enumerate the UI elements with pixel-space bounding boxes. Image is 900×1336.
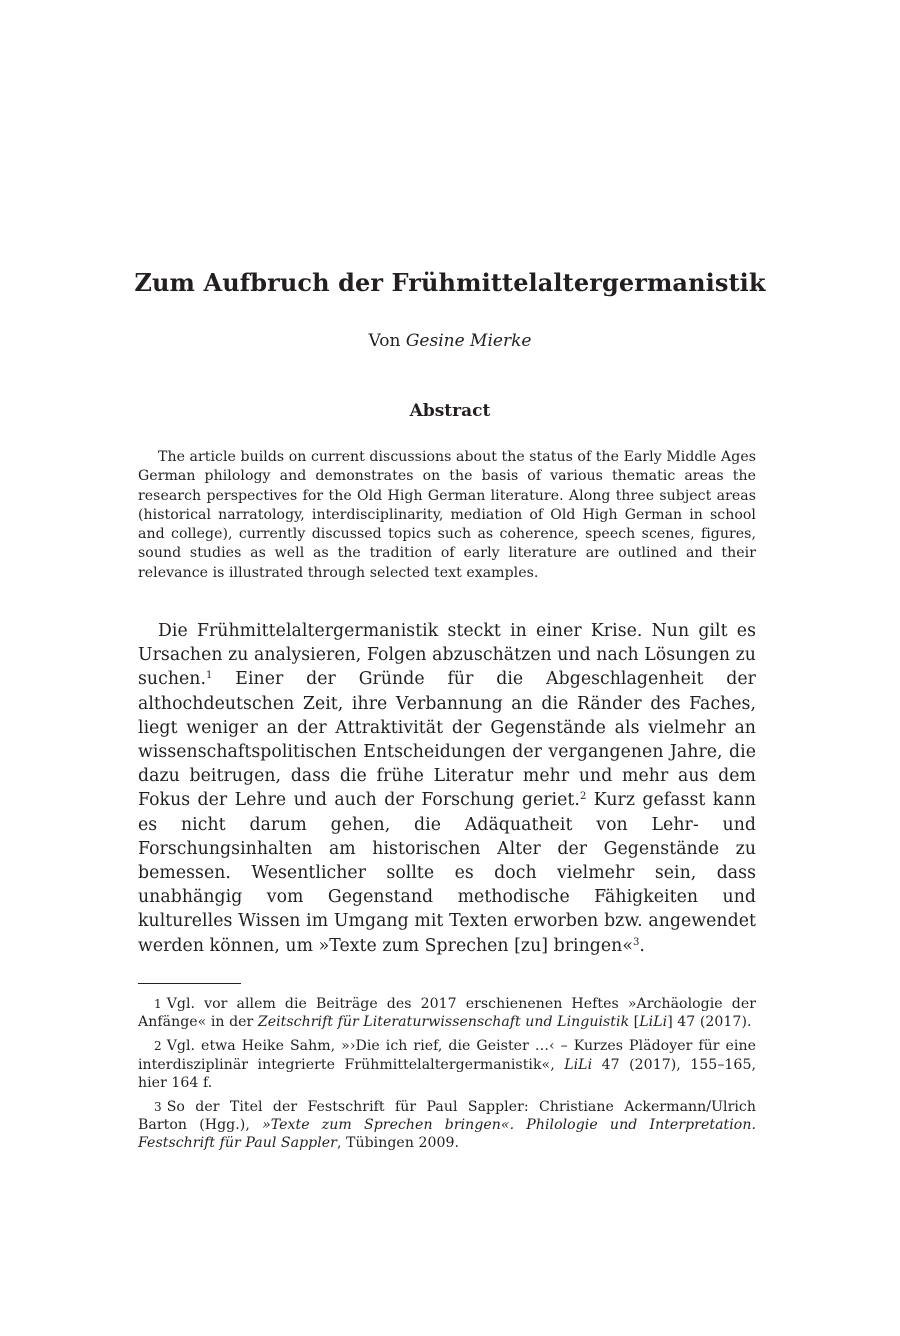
footnote-separator [138,983,241,984]
footnote-italic: Zeitschrift für Literaturwissenschaft und Linguistik [257,1014,630,1031]
footnote-ref-2: 2 [579,791,587,803]
body-paragraph [138,619,756,958]
author-line [0,331,900,351]
footnote-text: Vgl. vor allem die Beiträge des 2017 erschienenen Heftes »Archäologie der Anfänge« in der [138,996,756,1031]
footnote-3 [138,1098,756,1153]
author-prefix: Von [368,331,401,351]
body-text-part: . [639,935,645,956]
abstract-heading: Abstract [409,401,491,421]
footnote-number: 1 [154,997,162,1011]
footnote-text: Vgl. etwa Heike Sahm, »›Die ich rief, die Geister …‹ – Kurzes Plädoyer für eine interdisziplinär integrierte Frühmittelaltergermanistik«, [138,1038,756,1073]
footnote-text: ] 47 (2017). [667,1014,752,1031]
article-title: Zum Aufbruch der Frühmittelaltergermanistik [134,268,766,297]
footnote-number: 3 [154,1100,162,1115]
footnote-italic: LiLi [639,1014,668,1031]
body-text-part: Die Frühmittelaltergermanistik steckt in einer Krise. Nun gilt es Ursachen zu analysieren, Folgen abzuschätzen und nach Lösungen zu suchen. [138,621,756,690]
footnote-1 [138,995,756,1031]
footnote-number: 2 [154,1039,162,1054]
footnote-italic: LiLi [564,1056,593,1073]
footnote-ref-3: 3 [632,936,640,948]
abstract-text: The article builds on current discussions about the status of the Early Middle Ages German philology and demonstrates on the basis of various thematic areas the research perspectives for the Old High German literature. Along three subject areas (historical narratology, interdisciplinarity, mediation of Old High German in school and college), currently discussed topics such as coherence, speech scenes, figures, sound studies as well as the tradition of early literature are outlined and their relevance is illustrated through selected text examples. [138,449,756,581]
footnote-2 [138,1037,756,1092]
footnote-italic: »Texte zum Sprechen bringen«. Philologie und Interpretation. Festschrift für Paul Sappler [138,1117,756,1152]
footnote-text: , Tübingen 2009. [336,1135,460,1152]
footnote-ref-1: 1 [206,670,213,682]
body-text-part: Einer der Gründe für die Abgeschlagenheit der althochdeutschen Zeit, ihre Verbannung an die Ränder des Faches, liegt weniger an der Attraktivität der Gegenstände als vielmehr an wissenschaftspolitischen Entscheidungen der vergangenen Jahre, die dazu beitrugen, dass die frühe Literatur mehr und mehr aus dem Fokus der Lehre und auch der Forschung geriet. [138,669,756,811]
footnote-text: [ [629,1014,640,1031]
footnotes [138,995,756,1159]
footnote-text: 47 (2017), 155–165, hier 164 f. [138,1056,756,1091]
footnote-text: So der Titel der Festschrift für Paul Sappler: Christiane Ackermann/Ulrich Barton (Hgg.), [138,1099,756,1134]
body-text-part: Kurz gefasst kann es nicht darum gehen, die Adäquatheit von Lehr- und Forschungsinhalten am historischen Alter der Gegenstände zu bemessen. Wesentlicher sollte es doch vielmehr sein, dass unabhängig vom Gegenstand methodische Fähigkeiten und kulturelles Wissen im Umgang mit Texten erworben bzw. angewendet werden können, um »Texte zum Sprechen [zu] bringen« [138,790,756,956]
author-name: Gesine Mierke [405,331,532,351]
